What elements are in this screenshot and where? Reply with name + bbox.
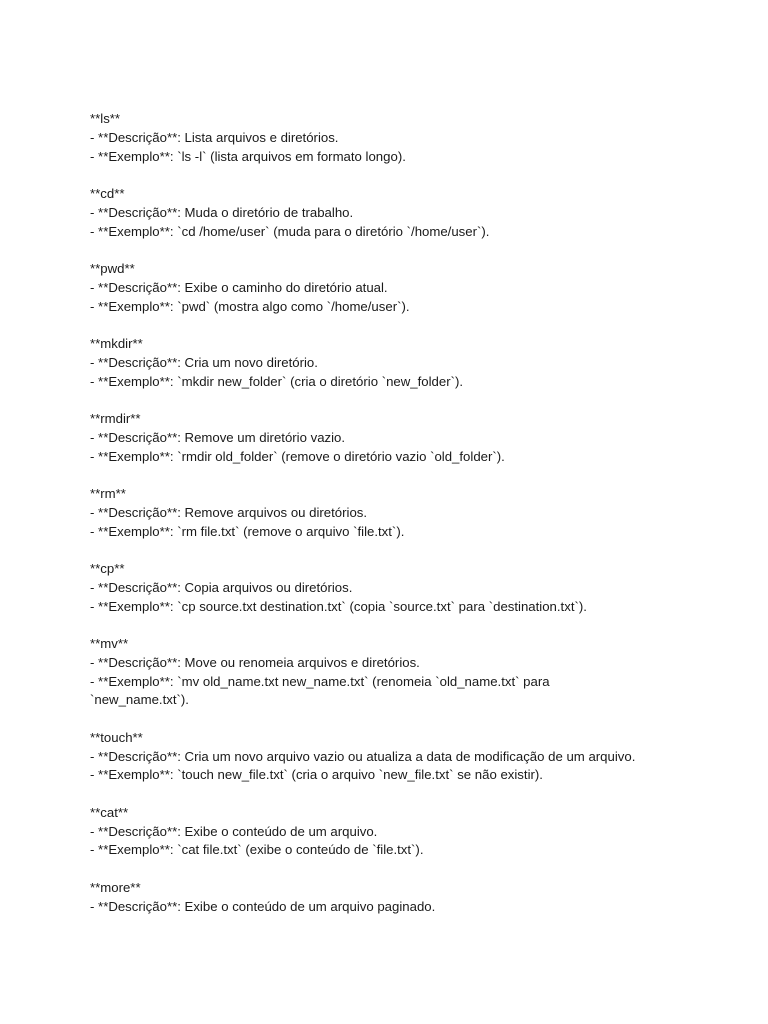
command-section-mv (90, 635, 690, 710)
document-page (90, 110, 690, 935)
command-section-rm (90, 485, 690, 541)
description-line: - **Descrição**: Remove um diretório vazio. (90, 429, 346, 445)
description-line: - **Descrição**: Lista arquivos e diretórios. (90, 129, 339, 145)
command-section-touch (90, 729, 690, 785)
command-heading: **mv** (90, 636, 129, 651)
command-heading: **cd** (90, 186, 125, 201)
example-line: - **Exemplo**: `ls -l` (lista arquivos em formato longo). (90, 148, 406, 164)
example-line: - **Exemplo**: `cp source.txt destination.txt` (copia `source.txt` para `destination.txt`). (90, 598, 587, 614)
example-line: - **Exemplo**: `cd /home/user` (muda para o diretório `/home/user`). (90, 223, 490, 239)
command-heading: **cp** (90, 561, 125, 576)
command-heading: **mkdir** (90, 336, 143, 351)
description-line: - **Descrição**: Move ou renomeia arquivos e diretórios. (90, 654, 420, 670)
description-line: - **Descrição**: Muda o diretório de trabalho. (90, 204, 354, 220)
description-line: - **Descrição**: Copia arquivos ou diretórios. (90, 579, 353, 595)
description-line: - **Descrição**: Exibe o conteúdo de um arquivo. (90, 823, 378, 839)
command-heading: **ls** (90, 111, 121, 126)
command-section-pwd (90, 260, 690, 316)
command-heading: **rm** (90, 486, 126, 501)
example-line: - **Exemplo**: `pwd` (mostra algo como `/home/user`). (90, 298, 410, 314)
command-section-ls (90, 110, 690, 166)
example-line: - **Exemplo**: `cat file.txt` (exibe o conteúdo de `file.txt`). (90, 842, 424, 858)
example-line: - **Exemplo**: `mv old_name.txt new_name.txt` (renomeia `old_name.txt` para (90, 673, 550, 689)
command-heading: **touch** (90, 729, 143, 745)
example-line: - **Exemplo**: `rm file.txt` (remove o arquivo `file.txt`). (90, 523, 405, 539)
command-section-cd (90, 185, 690, 241)
description-line: - **Descrição**: Remove arquivos ou diretórios. (90, 504, 368, 520)
command-section-mkdir (90, 335, 690, 391)
example-line-continued: `new_name.txt`). (90, 692, 189, 708)
command-heading: **more** (90, 879, 141, 895)
command-section-more (90, 879, 690, 917)
example-line: - **Exemplo**: `touch new_file.txt` (cria o arquivo `new_file.txt` se não existir). (90, 767, 543, 783)
example-line: - **Exemplo**: `mkdir new_folder` (cria o diretório `new_folder`). (90, 373, 464, 389)
description-line: - **Descrição**: Exibe o conteúdo de um arquivo paginado. (90, 898, 436, 914)
example-line: - **Exemplo**: `rmdir old_folder` (remove o diretório vazio `old_folder`). (90, 448, 505, 464)
command-heading: **rmdir** (90, 411, 141, 426)
command-heading: **cat** (90, 804, 129, 820)
command-section-cp (90, 560, 690, 616)
command-heading: **pwd** (90, 261, 135, 276)
description-line: - **Descrição**: Cria um novo diretório. (90, 354, 318, 370)
description-line: - **Descrição**: Exibe o caminho do diretório atual. (90, 279, 388, 295)
description-line: - **Descrição**: Cria um novo arquivo vazio ou atualiza a data de modificação de um arquivo. (90, 748, 636, 764)
command-section-rmdir (90, 410, 690, 466)
command-section-cat (90, 804, 690, 860)
